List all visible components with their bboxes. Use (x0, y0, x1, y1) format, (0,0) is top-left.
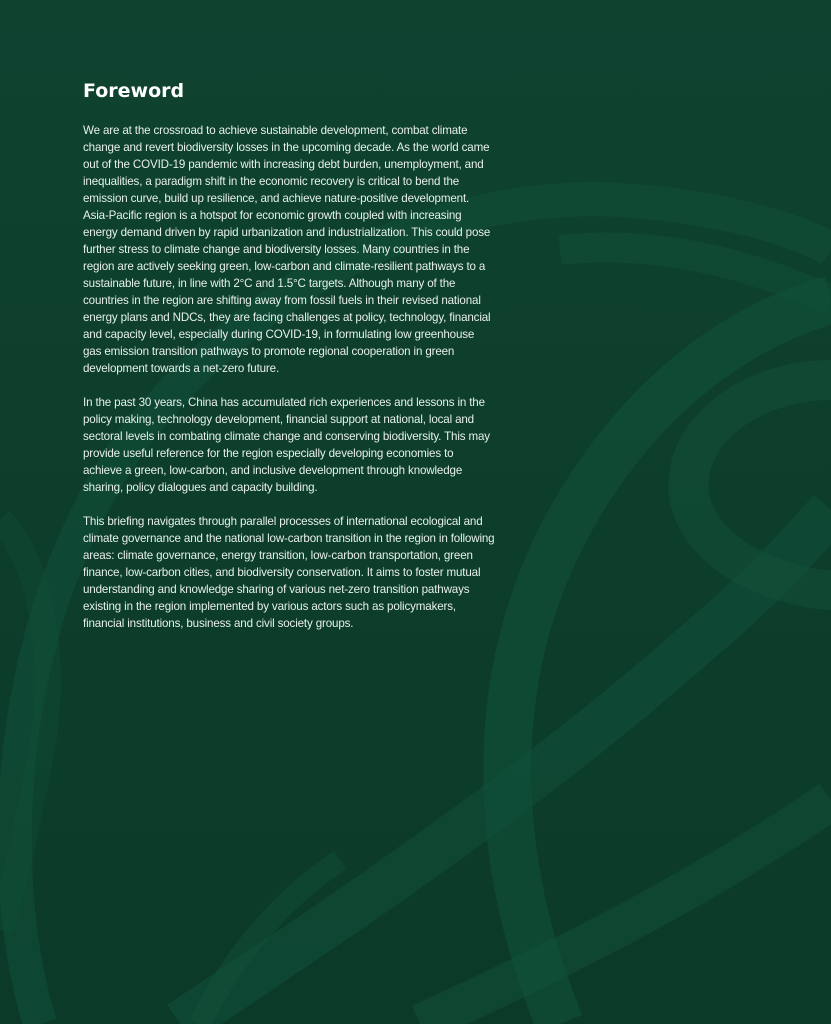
foreword-paragraph-1: We are at the crossroad to achieve sustainable development, combat climate change and revert biodiversity losses in the upcoming decade. As the world came out of the COVID-19 pandemic with increasing debt burden, unemployment, and inequalities, a paradigm shift in the economic recovery is critical to bend the emission curve, build up resilience, and achieve nature-positive development. Asia-Pacific region is a hotspot for economic growth coupled with increasing energy demand driven by rapid urbanization and industrialization. This could pose further stress to climate change and biodiversity losses. Many countries in the region are actively seeking green, low-carbon and climate-resilient pathways to a sustainable future, in line with 2°C and 1.5°C targets. Although many of the countries in the region are shifting away from fossil fuels in their revised national energy plans and NDCs, they are facing challenges at policy, technology, financial and capacity level, especially during COVID-19, in formulating low greenhouse gas emission transition pathways to promote regional cooperation in green development towards a net-zero future. (83, 124, 491, 375)
foreword-paragraph-3: This briefing navigates through parallel processes of international ecological and climate governance and the national low-carbon transition in the region in following areas: climate governance, energy transition, low-carbon transportation, green finance, low-carbon cities, and biodiversity conservation. It aims to foster mutual understanding and knowledge sharing of various net-zero transition pathways existing in the region implemented by various actors such as policymakers, financial institutions, business and civil society groups. (83, 515, 495, 630)
page-title: Foreword (83, 80, 185, 102)
decor-arc-top-right (560, 247, 831, 300)
foreword-section (83, 78, 495, 649)
foreword-paragraph-2: In the past 30 years, China has accumulated rich experiences and lessons in the policy making, technology development, financial support at national, local and sectoral levels in combating climate change and conserving biodiversity. This may provide useful reference for the region especially developing economies to achieve a green, low-carbon, and inclusive development through knowledge sharing, policy dialogues and capacity building. (83, 396, 490, 494)
